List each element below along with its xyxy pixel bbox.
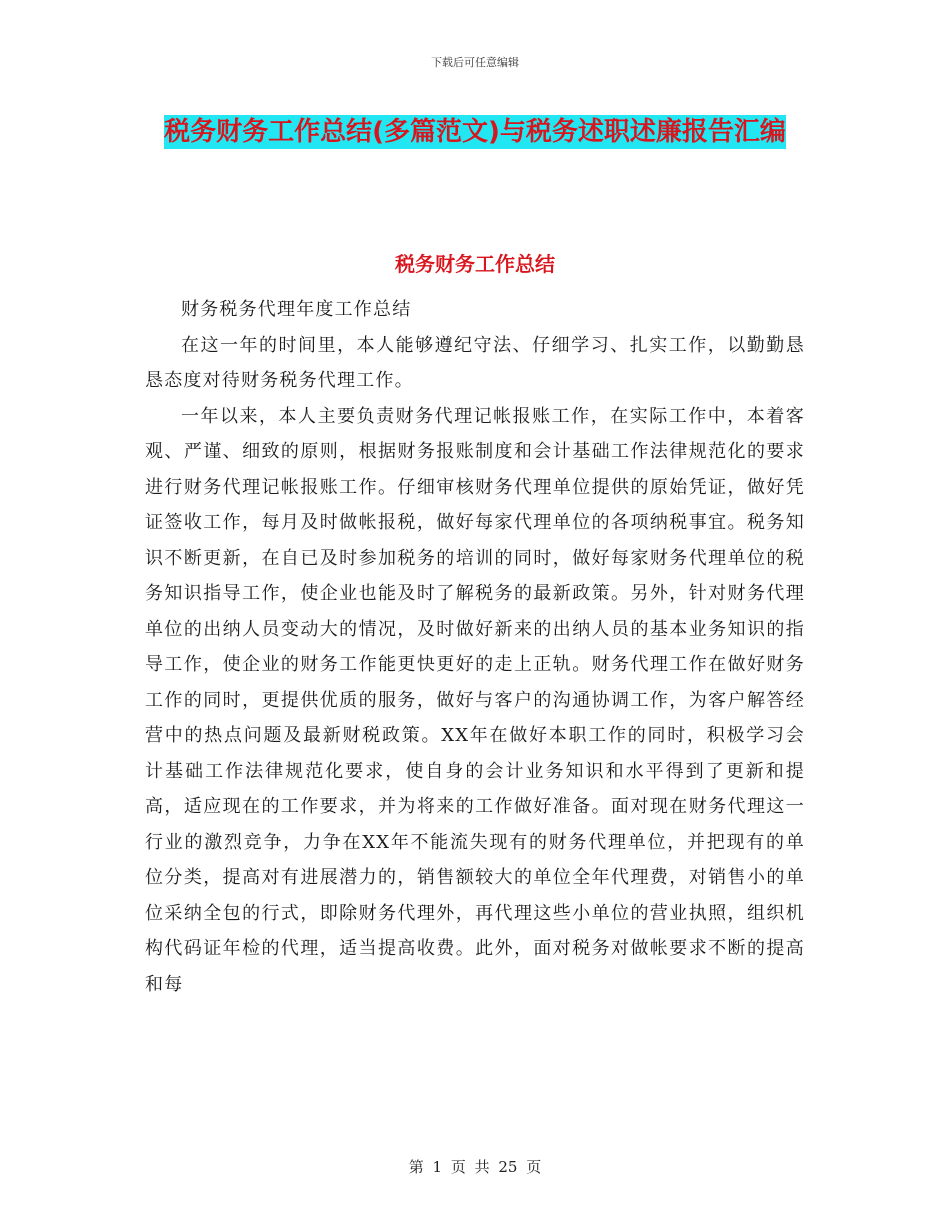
body-text	[145, 292, 805, 1002]
section-title: 税务财务工作总结	[395, 252, 555, 276]
paragraph-subtitle: 财务税务代理年度工作总结	[181, 299, 412, 320]
paragraph: 在这一年的时间里，本人能够遵纪守法、仔细学习、扎实工作，以勤勤恳恳态度对待财务税务代理工作。	[145, 334, 805, 391]
header-note: 下载后可任意编辑	[431, 56, 519, 69]
document-title-text: 税务财务工作总结(多篇范文)与税务述职述廉报告汇编	[164, 117, 786, 147]
document-title	[140, 110, 810, 154]
paragraph: 一年以来，本人主要负责财务代理记帐报账工作，在实际工作中，本着客观、严谨、细致的原则，根据财务报账制度和会计基础工作法律规范化的要求进行财务代理记帐报账工作。仔细审核财务代理单位提供的原始凭证，做好凭证签收工作，每月及时做帐报税，做好每家代理单位的各项纳税事宜。税务知识不断更新，在自已及时参加税务的培训的同时，做好每家财务代理单位的税务知识指导工作，使企业也能及时了解税务的最新政策。另外，针对财务代理单位的出纳人员变动大的情况，及时做好新来的出纳人员的基本业务知识的指导工作，使企业的财务工作能更快更好的走上正轨。财务代理工作在做好财务工作的同时，更提供优质的服务，做好与客户的沟通协调工作，为客户解答经营中的热点问题及最新财税政策。XX年在做好本职工作的同时，积极学习会计基础工作法律规范化要求，使自身的会计业务知识和水平得到了更新和提高，适应现在的工作要求，并为将来的工作做好准备。面对现在财务代理这一行业的激烈竞争，力争在XX年不能流失现有的财务代理单位，并把现有的单位分类，提高对有进展潜力的，销售额较大的单位全年代理费，对销售小的单位采纳全包的行式，即除财务代理外，再代理这些小单位的营业执照，组织机构代码证年检的代理，适当提高收费。此外，面对税务对做帐要求不断的提高和每	[145, 405, 805, 995]
page-footer: 第 1 页 共 25 页	[408, 1158, 542, 1176]
